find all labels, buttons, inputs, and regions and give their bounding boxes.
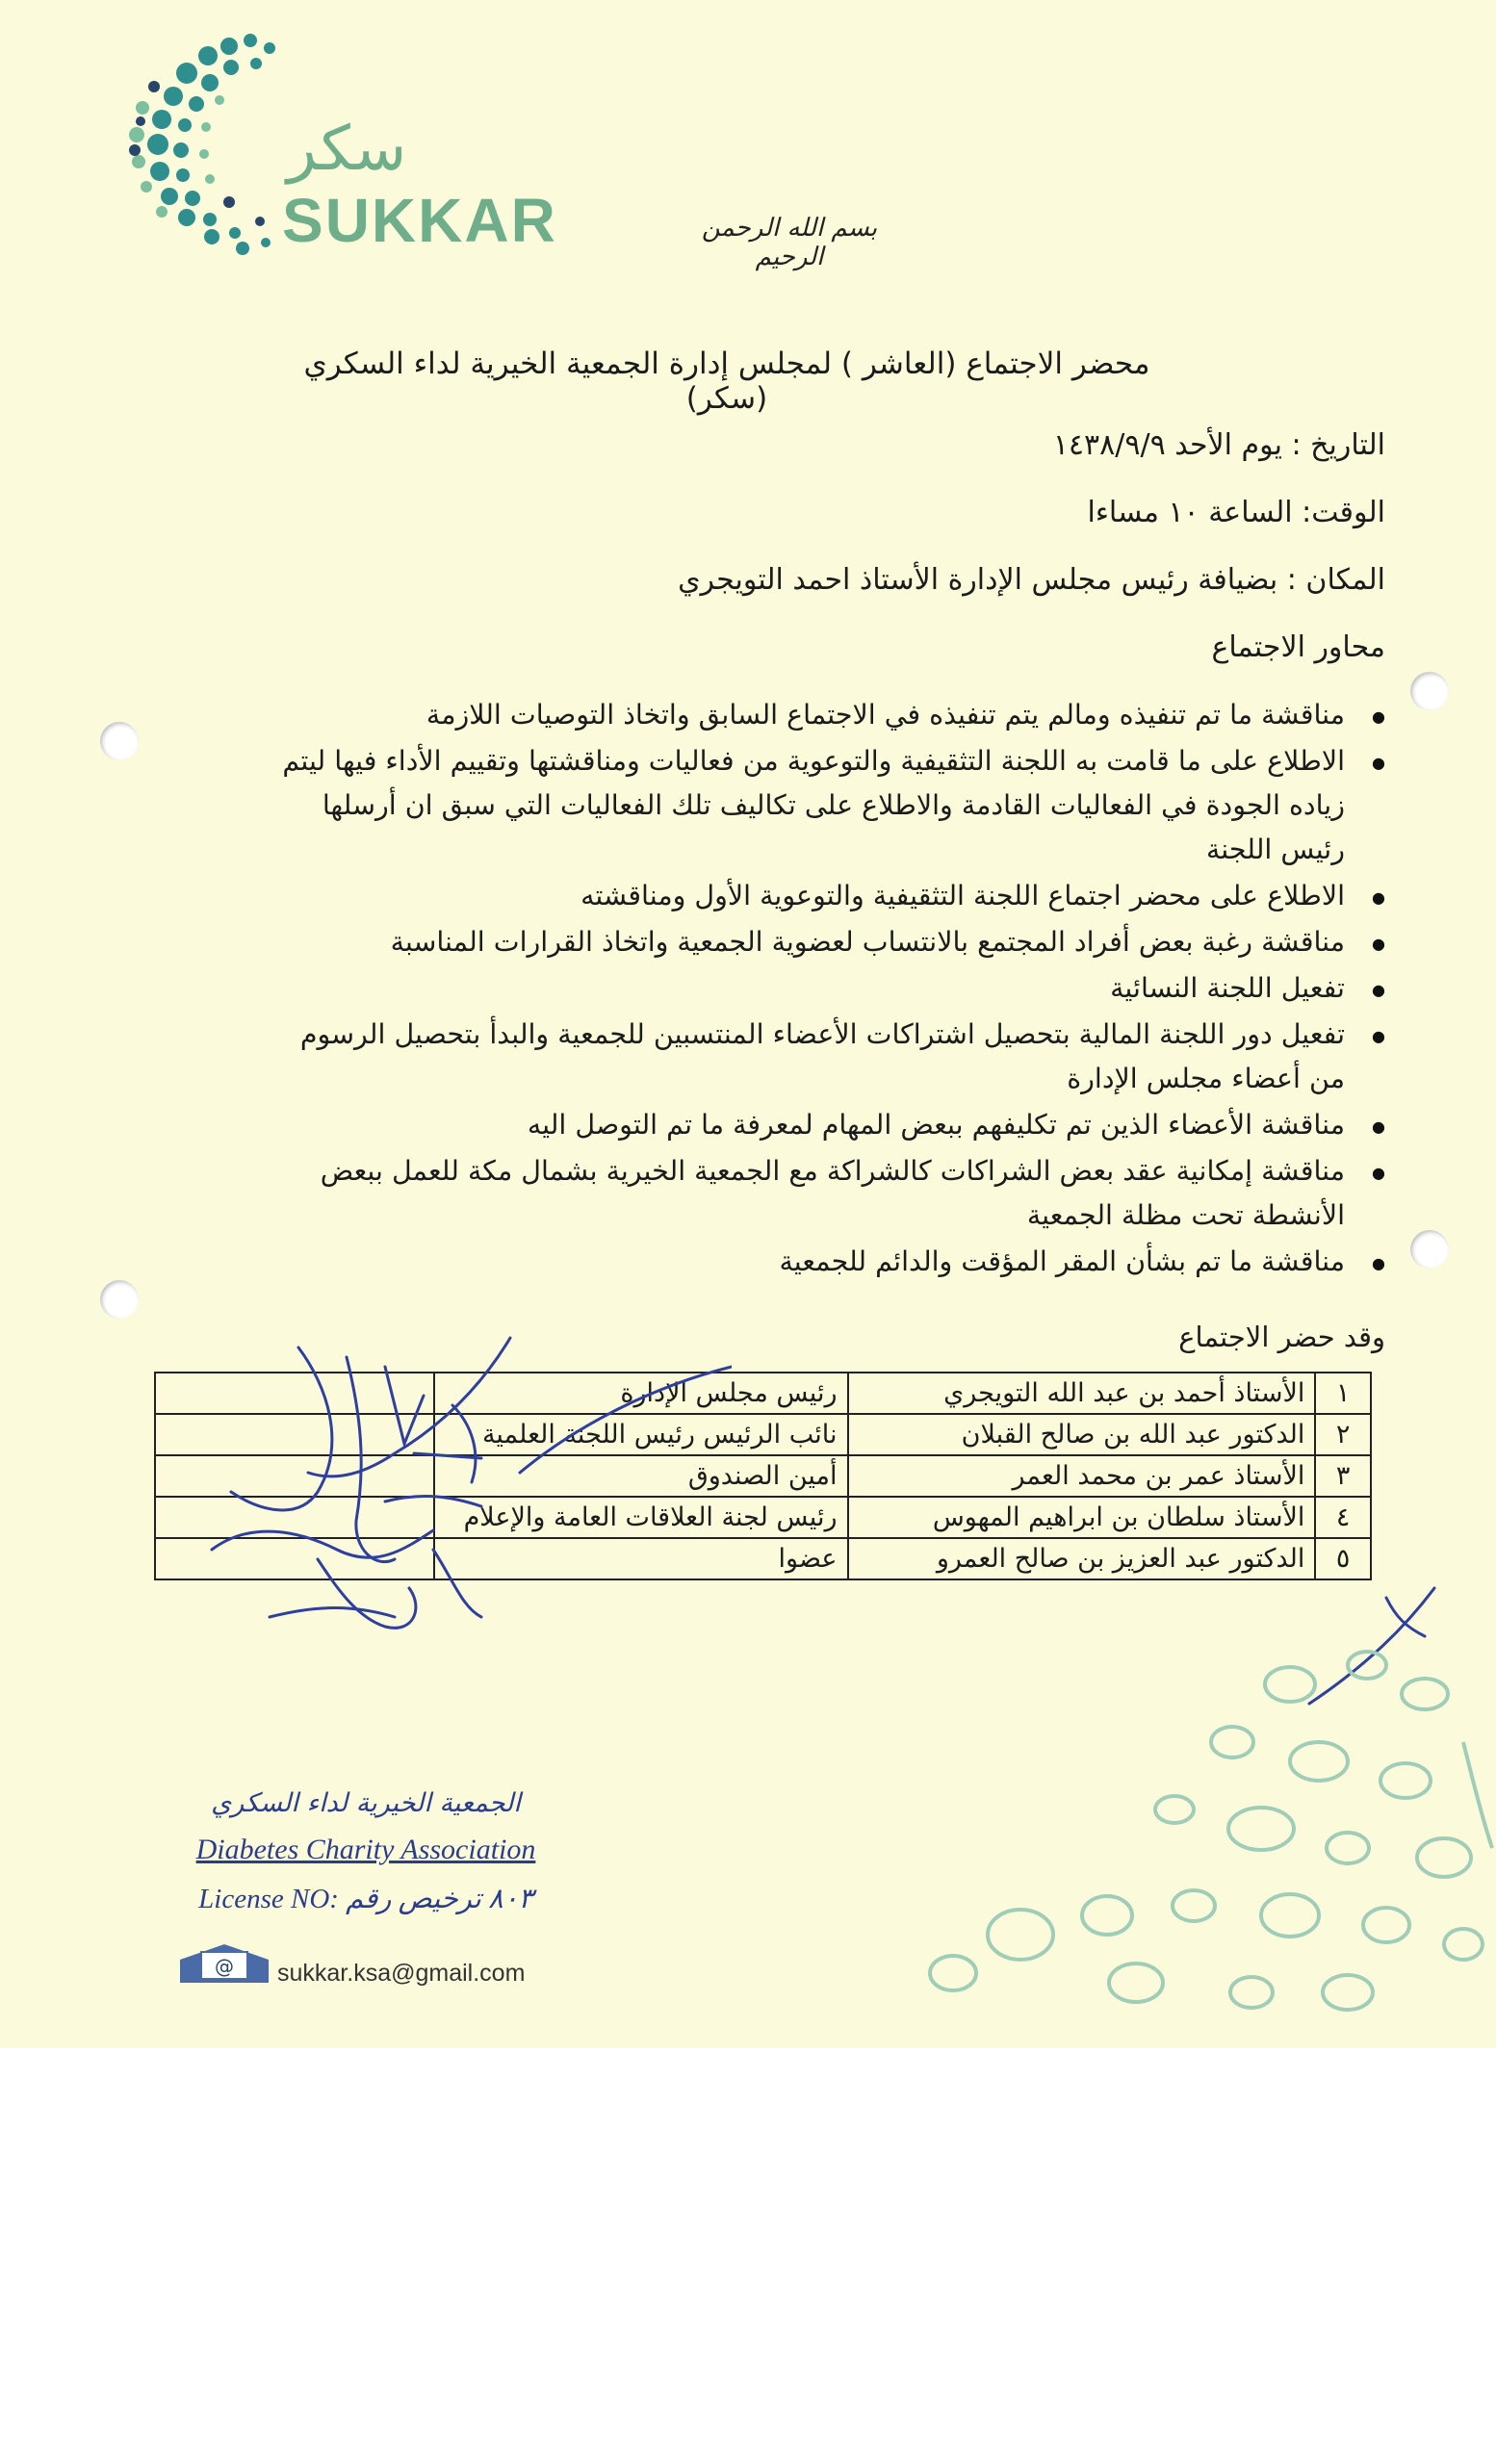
attendee-name: الأستاذ سلطان بن ابراهيم المهوس [848, 1497, 1316, 1538]
attendee-name: الدكتور عبد العزيز بن صالح العمرو [848, 1538, 1316, 1579]
agenda-item: ● الاطلاع على محضر اجتماع اللجنة التثقيفية والتوعوية الأول ومناقشته [278, 874, 1385, 918]
sukkar-logo-mark [116, 19, 289, 260]
attendee-number: ١ [1315, 1373, 1371, 1414]
email-at-symbol: @ [215, 1955, 234, 1978]
logo-english-text: SUKKAR [282, 186, 557, 255]
meeting-date: التاريخ : يوم الأحد ١٤٣٨/٩/٩ [1052, 428, 1385, 462]
meeting-time: الوقت: الساعة ١٠ مساءا [1087, 496, 1385, 529]
attendance-heading: وقد حضر الاجتماع [1178, 1321, 1385, 1353]
punch-hole-right-top [1410, 672, 1449, 710]
punch-hole-left-top [100, 722, 139, 760]
agenda-item: ● مناقشة رغبة بعض أفراد المجتمع بالانتساب لعضوية الجمعية واتخاذ القرارات المناسبة [278, 920, 1385, 964]
footer-english-name: Diabetes Charity Association [195, 1834, 536, 1865]
agenda-item: ● تفعيل اللجنة النسائية [278, 966, 1385, 1011]
handwritten-signatures [193, 1328, 732, 1646]
attendee-role: نائب الرئيس رئيس اللجنة العلمية [434, 1414, 847, 1455]
agenda-list [278, 693, 1385, 1286]
document-title: محضر الاجتماع (العاشر ) لمجلس إدارة الجمعية الخيرية لداء السكري (سكر) [303, 346, 1150, 416]
attendee-role: أمين الصندوق [434, 1455, 847, 1497]
agenda-item: ● مناقشة ما تم تنفيذه ومالم يتم تنفيذه في الاجتماع السابق واتخاذ التوصيات اللازمة [278, 693, 1385, 737]
footer-email: sukkar.ksa@gmail.com [277, 1960, 526, 1987]
agenda-item: ● مناقشة إمكانية عقد بعض الشراكات كالشراكة مع الجمعية الخيرية بشمال مكة للعمل ببعض الأنشطة تحت مظلة الجمعية [278, 1149, 1385, 1238]
punch-hole-left-bottom [100, 1280, 139, 1319]
meeting-place: المكان : بضيافة رئيس مجلس الإدارة الأستاذ احمد التويجري [678, 563, 1385, 597]
attendee-number: ٤ [1315, 1497, 1371, 1538]
attendee-role: عضوا [434, 1538, 847, 1579]
attendee-number: ٢ [1315, 1414, 1371, 1455]
attendee-name: الأستاذ عمر بن محمد العمر [848, 1455, 1316, 1497]
attendee-number: ٥ [1315, 1538, 1371, 1579]
agenda-item: ● تفعيل دور اللجنة المالية بتحصيل اشتراكات الأعضاء المنتسبين للجمعية والبدأ بتحصيل الرسوم من أعضاء مجلس الإدارة [278, 1013, 1385, 1101]
basmala: بسم الله الرحمن الرحيم [701, 214, 878, 271]
punch-hole-right-bottom [1410, 1230, 1449, 1269]
attendee-name: الأستاذ أحمد بن عبد الله التويجري [848, 1373, 1316, 1414]
logo-arabic-text: سكر [287, 114, 407, 185]
agenda-heading: محاور الاجتماع [1211, 630, 1385, 664]
attendee-role: رئيس مجلس الإدارة [434, 1373, 847, 1414]
attendee-role: رئيس لجنة العلاقات العامة والإعلام [434, 1497, 847, 1538]
agenda-item: ● الاطلاع على ما قامت به اللجنة التثقيفية والتوعوية من فعاليات ومناقشتها وتقييم الأداء فيها ليتم زياده الجودة في الفعاليات القادمة والاطلاع على تكاليف تلك الفعاليات التي سبق ان أرسلها رئيس اللجنة [278, 739, 1385, 872]
decorative-bubbles [886, 1627, 1496, 2031]
agenda-item: ● مناقشة الأعضاء الذين تم تكليفهم ببعض المهام لمعرفة ما تم التوصل اليه [278, 1103, 1385, 1147]
attendee-number: ٣ [1315, 1455, 1371, 1497]
footer-arabic-name: الجمعية الخيرية لداء السكري [211, 1788, 521, 1818]
footer-license: License NO: ٨٠٣ ترخيص رقم [198, 1884, 533, 1914]
agenda-item: ● مناقشة ما تم بشأن المقر المؤقت والدائم للجمعية [278, 1240, 1385, 1284]
email-envelope-icon [176, 1942, 272, 1985]
attendee-name: الدكتور عبد الله بن صالح القبلان [848, 1414, 1316, 1455]
